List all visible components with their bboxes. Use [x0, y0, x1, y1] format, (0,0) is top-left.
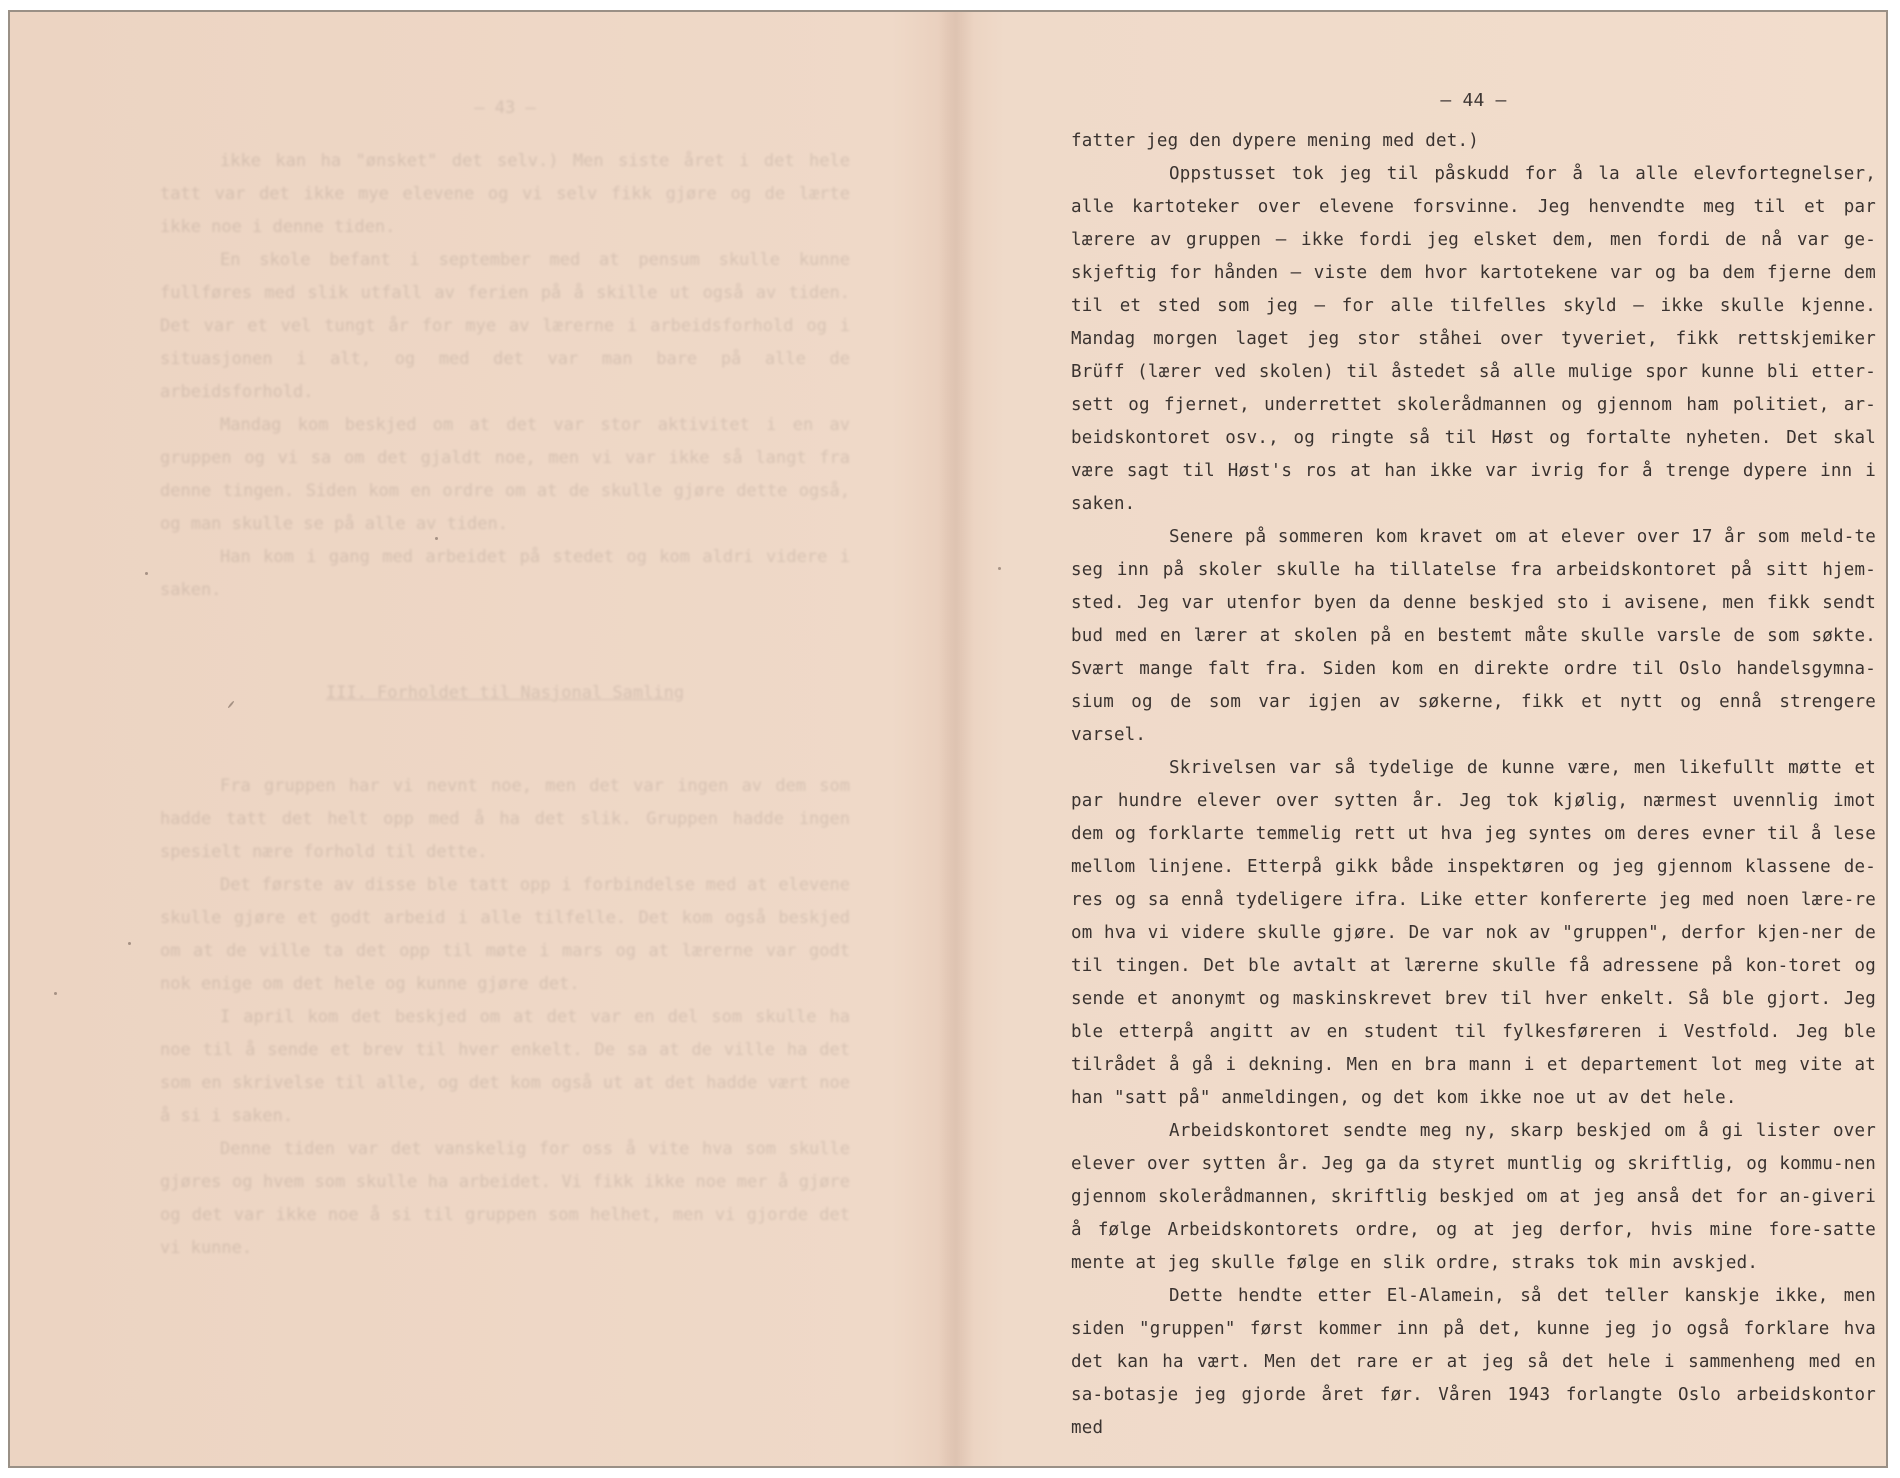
- right-paragraph: fatter jeg den dypere mening med det.): [1071, 131, 1479, 151]
- paper-speck: [54, 992, 57, 995]
- paper-speck: [128, 942, 131, 945]
- paper-speck: [998, 567, 1001, 570]
- left-paragraph: ikke kan ha "ønsket" det selv.) Men siste året i det hele tatt var det ikke mye elevene og vi selv fikk gjøre og de lærte ikke noe i denne tiden.: [160, 151, 850, 237]
- paper-speck: [145, 572, 148, 575]
- right-paragraph: Arbeidskontoret sendte meg ny, skarp beskjed om å gi lister over elever over sytten år. Jeg ga da styret muntlig og skriftlig, og kommu-nen gjennom skolerådmannen, skriftlig beskjed om at jeg anså det for an-giveri å følge Arbeidskontorets ordre, og at jeg derfor, hvis mine fore-satte mente at jeg skulle følge en slik ordre, straks tok min avskjed.: [1071, 1121, 1876, 1273]
- left-paragraph: En skole befant i september med at pensum skulle kunne fullføres med slik utfall av ferien på å skille ut også av tiden. Det var et vel tungt år for mye av lærerne i arbeidsforhold og i situasjonen i alt, og med det var man bare på alle de arbeidsforhold.: [160, 250, 850, 402]
- left-section-heading: III. Forholdet til Nasjonal Samling: [325, 683, 685, 703]
- right-page: [1071, 84, 1876, 1445]
- left-paragraph: Han kom i gang med arbeidet på stedet og kom aldri videre i saken.: [160, 547, 850, 600]
- left-paragraph: Mandag kom beskjed om at det var stor aktivitet i en av gruppen og vi sa om det gjaldt noe, men vi var ikke så langt fra denne tingen. Siden kom en ordre om at de skulle gjøre dette også, og man skulle se på alle av tiden.: [160, 415, 850, 534]
- right-paragraph: Oppstusset tok jeg til påskudd for å la alle elevfortegnelser, alle kartoteker over elevene forsvinne. Jeg henvendte meg til et par lærere av gruppen – ikke fordi jeg elsket dem, men fordi de nå var ge-skjeftig for hånden – viste dem hvor kartotekene var og ba dem fjerne dem til et sted som jeg – for alle tilfelles skyld – ikke skulle kjenne. Mandag morgen laget jeg stor ståhei over tyveriet, fikk rettskjemiker Brüff (lærer ved skolen) til åstedet så alle mulige spor kunne bli etter-sett og fjernet, underrettet skolerådmannen og gjennom ham politiet, ar-beidskontoret osv., og ringte så til Høst og fortalte nyheten. Det skal være sagt til Høst's ros at han ikke var ivrig for å trenge dypere inn i saken.: [1071, 164, 1876, 514]
- right-paragraph: Senere på sommeren kom kravet om at elever over 17 år som meld-te seg inn på skoler skulle ha tillatelse fra arbeidskontoret på sitt hjem-sted. Jeg var utenfor byen da denne beskjed sto i avisene, men fikk sendt bud med en lærer at skolen på en bestemt måte skulle varsle de som søkte. Svært mange falt fra. Siden kom en direkte ordre til Oslo handelsgymna-sium og de som var igjen av søkerne, fikk et nytt og ennå strengere varsel.: [1071, 527, 1876, 745]
- book-gutter: [938, 12, 974, 1466]
- paper-speck: [435, 537, 438, 540]
- left-paragraph: Denne tiden var det vanskelig for oss å vite hva som skulle gjøres og hvem som skulle ha arbeidet. Vi fikk ikke noe mer å gjøre og det var ikke noe å si til gruppen som helhet, men vi gjorde det vi kunne.: [160, 1139, 850, 1258]
- left-page: [160, 82, 850, 1402]
- right-paragraph: Dette hendte etter El-Alamein, så det teller kanskje ikke, men siden "gruppen" først kommer inn på det, kunne jeg jo også forklare hva det kan ha vært. Men det rare er at jeg så det hele i sammenheng med en sa-botasje jeg gjorde året før. Våren 1943 forlangte Oslo arbeidskontor med: [1071, 1286, 1876, 1438]
- left-paragraph: I april kom det beskjed om at det var en del som skulle ha noe til å sende et brev til hver enkelt. De sa at de ville ha det som en skrivelse til alle, og det kom også ut at det hadde vært noe å si i saken.: [160, 1007, 850, 1126]
- scanned-document-spread: [8, 10, 1888, 1468]
- right-page-number: – 44 –: [1440, 90, 1507, 111]
- left-page-number: – 43 –: [474, 98, 536, 118]
- right-paragraph: Skrivelsen var så tydelige de kunne være, men likefullt møtte et par hundre elever over sytten år. Jeg tok kjølig, nærmest uvennlig imot dem og forklarte temmelig rett ut hva jeg syntes om deres evner til å lese mellom linjene. Etterpå gikk både inspektøren og jeg gjennom klassene de-res og sa ennå tydeligere ifra. Like etter konfererte jeg med noen lære-re om hva vi videre skulle gjøre. De var nok av "gruppen", derfor kjen-ner de til tingen. Det ble avtalt at lærerne skulle få adressene på kon-toret og sende et anonymt og maskinskrevet brev til hver enkelt. Så ble gjort. Jeg ble etterpå angitt av en student til fylkesføreren i Vestfold. Jeg ble tilrådet å gå i dekning. Men en bra mann i et departement lot meg vite at han "satt på" anmeldingen, og det kom ikke noe ut av det hele.: [1071, 758, 1876, 1108]
- left-paragraph: Det første av disse ble tatt opp i forbindelse med at elevene skulle gjøre et godt arbeid i alle tilfelle. Det kom også beskjed om at de ville ta det opp til møte i mars og at lærerne var godt nok enige om det hele og kunne gjøre det.: [160, 875, 850, 994]
- left-paragraph: Fra gruppen har vi nevnt noe, men det var ingen av dem som hadde tatt det helt opp med å ha det slik. Gruppen hadde ingen spesielt nære forhold til dette.: [160, 776, 850, 862]
